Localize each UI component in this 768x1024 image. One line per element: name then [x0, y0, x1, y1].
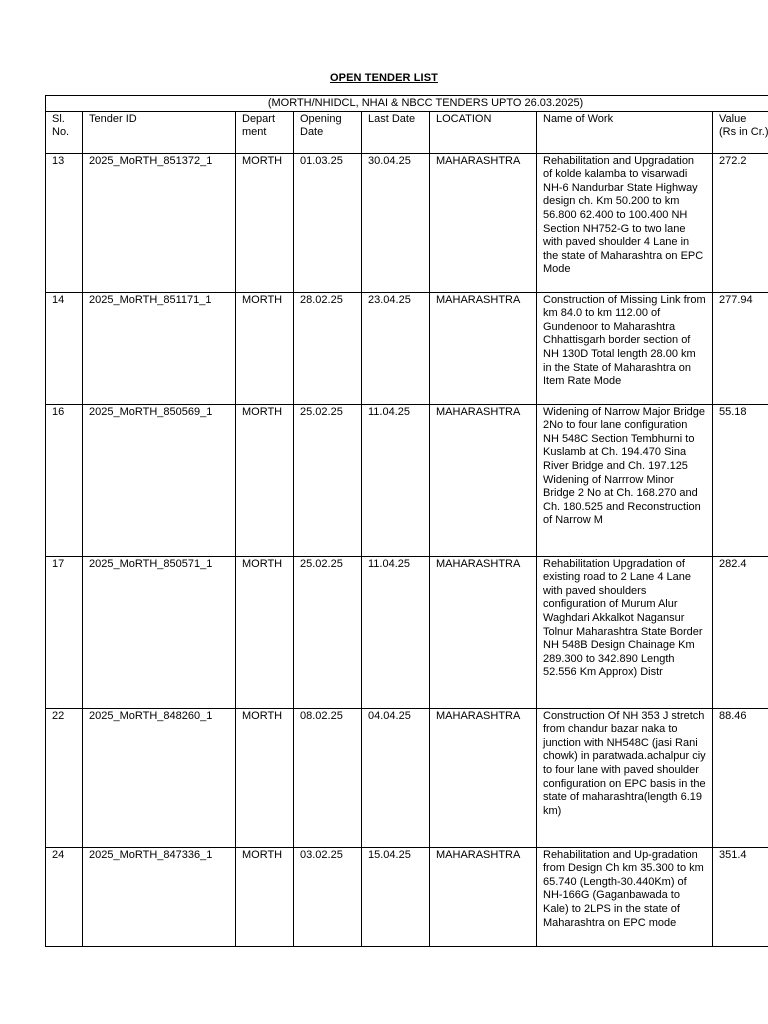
- header-department: Depart ment: [236, 111, 294, 153]
- table-subtitle: (MORTH/NHIDCL, NHAI & NBCC TENDERS UPTO 26.03.2025): [46, 96, 768, 112]
- header-tender-id: Tender ID: [83, 111, 236, 153]
- table-row: [46, 404, 768, 556]
- cell-opening-date: 25.02.25: [294, 556, 362, 708]
- header-location: LOCATION: [430, 111, 537, 153]
- header-opening-date: Opening Date: [294, 111, 362, 153]
- table-row: [46, 556, 768, 708]
- cell-name-of-work: Construction Of NH 353 J stretch from chandur bazar naka to junction with NH548C (jasi Rani chowk) in paratwada.achalpur ciy to four lane with paved shoulder configuration on EPC basis in the state of maharashtra(length 6.19 km): [537, 708, 713, 847]
- table-row: [46, 153, 768, 292]
- document-title: OPEN TENDER LIST: [330, 72, 438, 84]
- cell-department: MORTH: [236, 292, 294, 404]
- cell-opening-date: 08.02.25: [294, 708, 362, 847]
- cell-name-of-work: Rehabilitation and Up-gradation from Design Ch km 35.300 to km 65.740 (Length-30.440Km) of NH-166G (Gaganbawada to Kale) to 2LPS in the state of Maharashtra on EPC mode: [537, 847, 713, 946]
- cell-sl-no: 13: [46, 153, 83, 292]
- cell-opening-date: 03.02.25: [294, 847, 362, 946]
- cell-tender-id: 2025_MoRTH_847336_1: [83, 847, 236, 946]
- cell-location: MAHARASHTRA: [430, 556, 537, 708]
- cell-value: 351.4: [713, 847, 768, 946]
- cell-name-of-work: Construction of Missing Link from km 84.0 to km 112.00 of Gundenoor to Maharashtra Chhattisgarh border section of NH 130D Total length 28.00 km in the State of Maharashtra on Item Rate Mode: [537, 292, 713, 404]
- cell-value: 282.4: [713, 556, 768, 708]
- cell-department: MORTH: [236, 153, 294, 292]
- cell-value: 272.2: [713, 153, 768, 292]
- cell-last-date: 04.04.25: [362, 708, 430, 847]
- tender-table: [45, 95, 768, 947]
- cell-sl-no: 14: [46, 292, 83, 404]
- cell-value: 55.18: [713, 404, 768, 556]
- cell-value: 88.46: [713, 708, 768, 847]
- cell-location: MAHARASHTRA: [430, 708, 537, 847]
- cell-last-date: 15.04.25: [362, 847, 430, 946]
- cell-tender-id: 2025_MoRTH_850571_1: [83, 556, 236, 708]
- cell-sl-no: 16: [46, 404, 83, 556]
- table-row: [46, 292, 768, 404]
- cell-location: MAHARASHTRA: [430, 404, 537, 556]
- subtitle-row: [46, 96, 768, 112]
- header-sl-no: Sl. No.: [46, 111, 83, 153]
- cell-tender-id: 2025_MoRTH_850569_1: [83, 404, 236, 556]
- cell-opening-date: 25.02.25: [294, 404, 362, 556]
- header-name-of-work: Name of Work: [537, 111, 713, 153]
- table-row: [46, 847, 768, 946]
- cell-value: 277.94: [713, 292, 768, 404]
- cell-sl-no: 24: [46, 847, 83, 946]
- cell-opening-date: 01.03.25: [294, 153, 362, 292]
- cell-location: MAHARASHTRA: [430, 153, 537, 292]
- cell-tender-id: 2025_MoRTH_851171_1: [83, 292, 236, 404]
- cell-last-date: 11.04.25: [362, 404, 430, 556]
- cell-location: MAHARASHTRA: [430, 292, 537, 404]
- cell-name-of-work: Widening of Narrow Major Bridge 2No to four lane configuration NH 548C Section Tembhurni to Kuslamb at Ch. 194.470 Sina River Bridge and Ch. 197.125 Widening of Narrrow Minor Bridge 2 No at Ch. 168.270 and Ch. 180.525 and Reconstruction of Narrow M: [537, 404, 713, 556]
- cell-tender-id: 2025_MoRTH_851372_1: [83, 153, 236, 292]
- cell-department: MORTH: [236, 708, 294, 847]
- cell-department: MORTH: [236, 404, 294, 556]
- cell-opening-date: 28.02.25: [294, 292, 362, 404]
- header-row: [46, 111, 768, 153]
- cell-department: MORTH: [236, 556, 294, 708]
- cell-last-date: 30.04.25: [362, 153, 430, 292]
- cell-sl-no: 22: [46, 708, 83, 847]
- cell-last-date: 23.04.25: [362, 292, 430, 404]
- header-value: Value (Rs in Cr.): [713, 111, 768, 153]
- cell-location: MAHARASHTRA: [430, 847, 537, 946]
- cell-sl-no: 17: [46, 556, 83, 708]
- cell-last-date: 11.04.25: [362, 556, 430, 708]
- table-row: [46, 708, 768, 847]
- cell-name-of-work: Rehabilitation and Upgradation of kolde kalamba to visarwadi NH-6 Nandurbar State Highway design ch. Km 50.200 to km 56.800 62.400 to 100.400 NH Section NH752-G to two lane with paved shoulder 4 Lane in the state of Maharashtra on EPC Mode: [537, 153, 713, 292]
- cell-name-of-work: Rehabilitation Upgradation of existing road to 2 Lane 4 Lane with paved shoulders configuration of Murum Alur Waghdari Akkalkot Nagansur Tolnur Maharashtra State Border NH 548B Design Chainage Km 289.300 to 342.890 Length 52.556 Km Approx) Distr: [537, 556, 713, 708]
- cell-tender-id: 2025_MoRTH_848260_1: [83, 708, 236, 847]
- cell-department: MORTH: [236, 847, 294, 946]
- header-last-date: Last Date: [362, 111, 430, 153]
